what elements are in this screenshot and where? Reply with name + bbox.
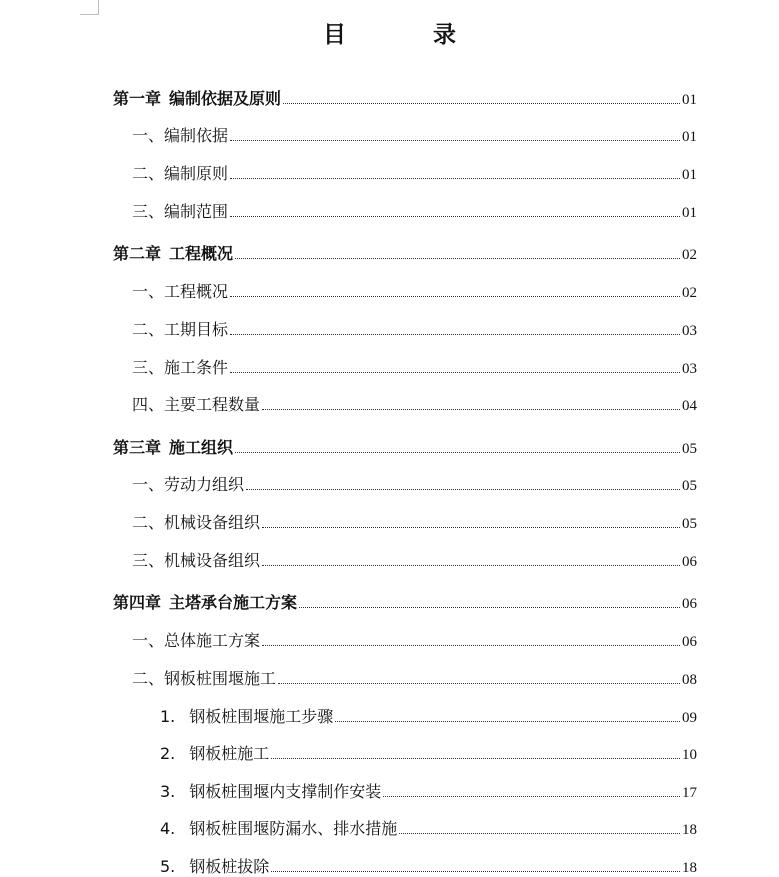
toc-entry-number: 3. [160, 782, 176, 801]
toc-entry[interactable] [132, 547, 697, 571]
toc-entry-label [113, 590, 297, 613]
toc-entry-text: 主要工程数量 [164, 395, 261, 414]
dot-leader [230, 177, 680, 179]
toc-page-number: 05 [682, 441, 697, 457]
toc-entry-number: 第四章 [113, 593, 162, 612]
toc-entry-label [160, 816, 397, 839]
toc-page-number: 01 [682, 167, 697, 183]
toc-entry-text: 钢板桩围堰施工步骤 [189, 707, 334, 726]
toc-entry-number: 一、 [132, 126, 165, 145]
toc-entry-number: 三、 [132, 358, 165, 377]
toc-entry[interactable] [132, 471, 697, 495]
toc-page-number: 10 [682, 747, 697, 763]
toc-entry-label [132, 317, 228, 340]
toc-entry[interactable] [132, 316, 697, 340]
toc-page-number: 02 [682, 285, 697, 301]
toc-page-number: 04 [682, 398, 697, 414]
toc-entry-number: 一、 [132, 475, 165, 494]
dot-leader [235, 451, 680, 453]
toc-entry[interactable] [113, 589, 697, 613]
page-corner-mark [80, 0, 99, 15]
toc-entry-label [132, 510, 260, 533]
toc-entry-label [132, 666, 276, 689]
toc-page-number: 08 [682, 672, 697, 688]
toc-entry[interactable] [132, 391, 697, 415]
toc-entry[interactable] [132, 354, 697, 378]
toc-page-number: 18 [682, 860, 697, 876]
toc-entry[interactable] [113, 434, 697, 458]
toc-entry-label [113, 435, 233, 458]
toc-title: 目 录 [323, 21, 488, 48]
toc-entry-label [132, 199, 228, 222]
toc-page-number: 01 [682, 205, 697, 221]
toc-entry-label [132, 472, 244, 495]
toc-entry-text: 机械设备组织 [164, 513, 261, 532]
toc-entry[interactable] [132, 627, 697, 651]
toc-entry[interactable] [113, 240, 697, 264]
toc-entry-number: 四、 [132, 395, 165, 414]
toc-entry-label [160, 704, 333, 727]
toc-entry-number: 5. [160, 857, 176, 876]
dot-leader [262, 644, 680, 646]
dot-leader [230, 333, 680, 335]
toc-entry-number: 二、 [132, 513, 165, 532]
dot-leader [230, 295, 680, 297]
toc-entry[interactable] [132, 122, 697, 146]
toc-entry-label [132, 548, 260, 571]
toc-page-number: 01 [682, 129, 697, 145]
toc-page-number: 06 [682, 596, 697, 612]
toc-entry[interactable] [113, 85, 697, 109]
toc-entry-number: 二、 [132, 320, 165, 339]
toc-page-number: 05 [682, 478, 697, 494]
toc-entry-label [113, 241, 233, 264]
dot-leader [230, 371, 680, 373]
toc-entry-text: 钢板桩围堰内支撑制作安装 [189, 782, 382, 801]
toc-entry-number: 二、 [132, 164, 165, 183]
toc-entry[interactable] [132, 509, 697, 533]
dot-leader [278, 682, 680, 684]
toc-page-number: 03 [682, 361, 697, 377]
toc-entry[interactable] [160, 815, 697, 839]
toc-page-number: 02 [682, 247, 697, 263]
toc-page-number: 05 [682, 516, 697, 532]
toc-page-number: 18 [682, 822, 697, 838]
dot-leader [262, 526, 680, 528]
dot-leader [283, 102, 680, 104]
toc-entry-number: 1. [160, 707, 176, 726]
toc-entry-text: 施工组织 [169, 438, 234, 457]
toc-entry-text: 编制依据 [164, 126, 229, 145]
toc-entry-text: 机械设备组织 [164, 551, 261, 570]
toc-entry-label [132, 123, 228, 146]
toc-entry-number: 三、 [132, 551, 165, 570]
toc-entry-label [160, 741, 269, 764]
dot-leader [246, 488, 680, 490]
toc-entry-number: 第二章 [113, 244, 162, 263]
toc-entry-number: 第三章 [113, 438, 162, 457]
toc-entry-label [132, 161, 228, 184]
toc-entry-text: 施工条件 [164, 358, 229, 377]
toc-entry-text: 总体施工方案 [164, 631, 261, 650]
toc-entry-text: 编制原则 [164, 164, 229, 183]
toc-entry[interactable] [160, 853, 697, 877]
toc-page-number: 03 [682, 323, 697, 339]
toc-entry-text: 钢板桩围堰施工 [164, 669, 277, 688]
toc-entry-label [160, 779, 381, 802]
toc-entry-label [132, 279, 228, 302]
dot-leader [262, 564, 680, 566]
dot-leader [271, 757, 680, 759]
dot-leader [235, 257, 680, 259]
toc-entry-number: 第一章 [113, 89, 162, 108]
toc-entry[interactable] [132, 198, 697, 222]
toc-entry-text: 钢板桩施工 [189, 744, 270, 763]
toc-entry-text: 编制依据及原则 [169, 89, 282, 108]
toc-entry-number: 二、 [132, 669, 165, 688]
toc-page-number: 01 [682, 92, 697, 108]
dot-leader [399, 832, 680, 834]
toc-entry[interactable] [160, 740, 697, 764]
toc-entry-text: 主塔承台施工方案 [169, 593, 298, 612]
toc-entry-number: 一、 [132, 282, 165, 301]
toc-entry[interactable] [132, 278, 697, 302]
toc-entry-number: 三、 [132, 202, 165, 221]
dot-leader [335, 720, 680, 722]
toc-entry-label [113, 86, 281, 109]
toc-entry-text: 劳动力组织 [164, 475, 245, 494]
toc-entry-number: 4. [160, 819, 176, 838]
toc-entry-number: 2. [160, 744, 176, 763]
toc-page-number: 09 [682, 710, 697, 726]
toc-entry-label [132, 355, 228, 378]
dot-leader [383, 795, 680, 797]
toc-entry-text: 钢板桩拔除 [189, 857, 270, 876]
toc-entry-label [132, 392, 260, 415]
toc-entry-text: 工程概况 [169, 244, 234, 263]
toc-page-number: 06 [682, 554, 697, 570]
toc-page-number: 17 [682, 785, 697, 801]
toc-entry-number: 一、 [132, 631, 165, 650]
toc-entry[interactable] [160, 703, 697, 727]
toc-entry[interactable] [132, 160, 697, 184]
dot-leader [262, 408, 680, 410]
toc-entry-text: 工期目标 [164, 320, 229, 339]
toc-entry[interactable] [132, 665, 697, 689]
toc-page-number: 06 [682, 634, 697, 650]
dot-leader [230, 139, 680, 141]
toc-entry[interactable] [160, 778, 697, 802]
toc-entry-label [132, 628, 260, 651]
toc-entry-text: 钢板桩围堰防漏水、排水措施 [189, 819, 398, 838]
toc-entry-text: 编制范围 [164, 202, 229, 221]
dot-leader [271, 870, 680, 872]
dot-leader [299, 606, 680, 608]
toc-entry-text: 工程概况 [164, 282, 229, 301]
dot-leader [230, 215, 680, 217]
